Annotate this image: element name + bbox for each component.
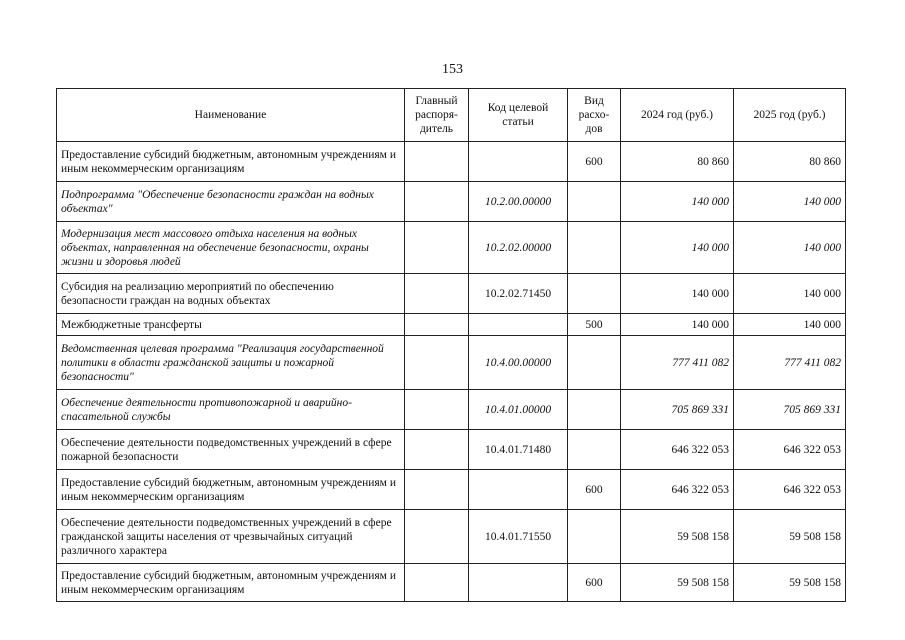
header-2025: 2025 год (руб.) [734,89,846,142]
row-code: 10.4.01.00000 [469,390,568,430]
row-code [469,470,568,510]
row-value-2024: 777 411 082 [621,336,734,390]
row-value-2024: 80 860 [621,142,734,182]
row-kind [568,336,621,390]
table-body [57,142,846,602]
row-code [469,314,568,336]
row-name: Субсидия на реализацию мероприятий по обеспечению безопасности граждан на водных объектах [57,274,405,314]
table-row [57,390,846,430]
row-value-2024: 646 322 053 [621,430,734,470]
row-kind: 600 [568,142,621,182]
row-code: 10.4.01.71480 [469,430,568,470]
header-name: Наименование [57,89,405,142]
page-number: 153 [442,62,463,77]
row-kind [568,274,621,314]
row-value-2024: 140 000 [621,182,734,222]
row-kind [568,430,621,470]
row-manager [405,510,469,564]
row-value-2025: 140 000 [734,274,846,314]
row-manager [405,336,469,390]
row-value-2024: 59 508 158 [621,510,734,564]
table-row [57,510,846,564]
row-code: 10.4.00.00000 [469,336,568,390]
row-kind: 600 [568,564,621,602]
row-kind [568,390,621,430]
row-name: Обеспечение деятельности подведомственных учреждений в сфере пожарной безопасности [57,430,405,470]
header-2024: 2024 год (руб.) [621,89,734,142]
row-value-2025: 777 411 082 [734,336,846,390]
row-value-2024: 59 508 158 [621,564,734,602]
row-value-2025: 140 000 [734,222,846,274]
row-name: Предоставление субсидий бюджетным, автономным учреждениям и иным некоммерческим организациям [57,142,405,182]
row-value-2024: 140 000 [621,222,734,274]
row-manager [405,430,469,470]
row-kind [568,510,621,564]
row-value-2025: 705 869 331 [734,390,846,430]
row-value-2025: 646 322 053 [734,430,846,470]
row-manager [405,274,469,314]
table-row [57,182,846,222]
table-row [57,142,846,182]
row-value-2024: 140 000 [621,314,734,336]
row-name: Модернизация мест массового отдыха населения на водных объектах, направленная на обеспечение безопасности, охраны жизни и здоровья людей [57,222,405,274]
table-row [57,314,846,336]
row-name: Обеспечение деятельности противопожарной и аварийно-спасательной службы [57,390,405,430]
budget-table [56,88,846,602]
row-manager [405,470,469,510]
row-value-2025: 140 000 [734,182,846,222]
row-code: 10.2.02.00000 [469,222,568,274]
header-manager: Главный распоря-дитель [405,89,469,142]
row-value-2025: 140 000 [734,314,846,336]
row-manager [405,222,469,274]
row-name: Межбюджетные трансферты [57,314,405,336]
row-value-2024: 646 322 053 [621,470,734,510]
row-value-2024: 140 000 [621,274,734,314]
table-row [57,336,846,390]
row-value-2024: 705 869 331 [621,390,734,430]
row-kind: 600 [568,470,621,510]
row-code: 10.2.00.00000 [469,182,568,222]
row-value-2025: 80 860 [734,142,846,182]
row-name: Подпрограмма "Обеспечение безопасности граждан на водных объектах" [57,182,405,222]
row-kind [568,182,621,222]
table-row [57,430,846,470]
row-manager [405,564,469,602]
row-value-2025: 59 508 158 [734,564,846,602]
row-value-2025: 646 322 053 [734,470,846,510]
header-code: Код целевой статьи [469,89,568,142]
table-row [57,222,846,274]
table-header-row [57,89,846,142]
row-manager [405,142,469,182]
row-name: Предоставление субсидий бюджетным, автономным учреждениям и иным некоммерческим организациям [57,470,405,510]
row-code [469,564,568,602]
row-kind [568,222,621,274]
table-row [57,470,846,510]
row-code: 10.4.01.71550 [469,510,568,564]
row-name: Обеспечение деятельности подведомственных учреждений в сфере гражданской защиты населения от чрезвычайных ситуаций различного характера [57,510,405,564]
row-value-2025: 59 508 158 [734,510,846,564]
row-manager [405,182,469,222]
table-row [57,564,846,602]
row-name: Предоставление субсидий бюджетным, автономным учреждениям и иным некоммерческим организациям [57,564,405,602]
header-kind: Вид расхо-дов [568,89,621,142]
row-code: 10.2.02.71450 [469,274,568,314]
row-kind: 500 [568,314,621,336]
row-name: Ведомственная целевая программа "Реализация государственной политики в области гражданской защиты и пожарной безопасности" [57,336,405,390]
row-code [469,142,568,182]
row-manager [405,390,469,430]
table-row [57,274,846,314]
row-manager [405,314,469,336]
